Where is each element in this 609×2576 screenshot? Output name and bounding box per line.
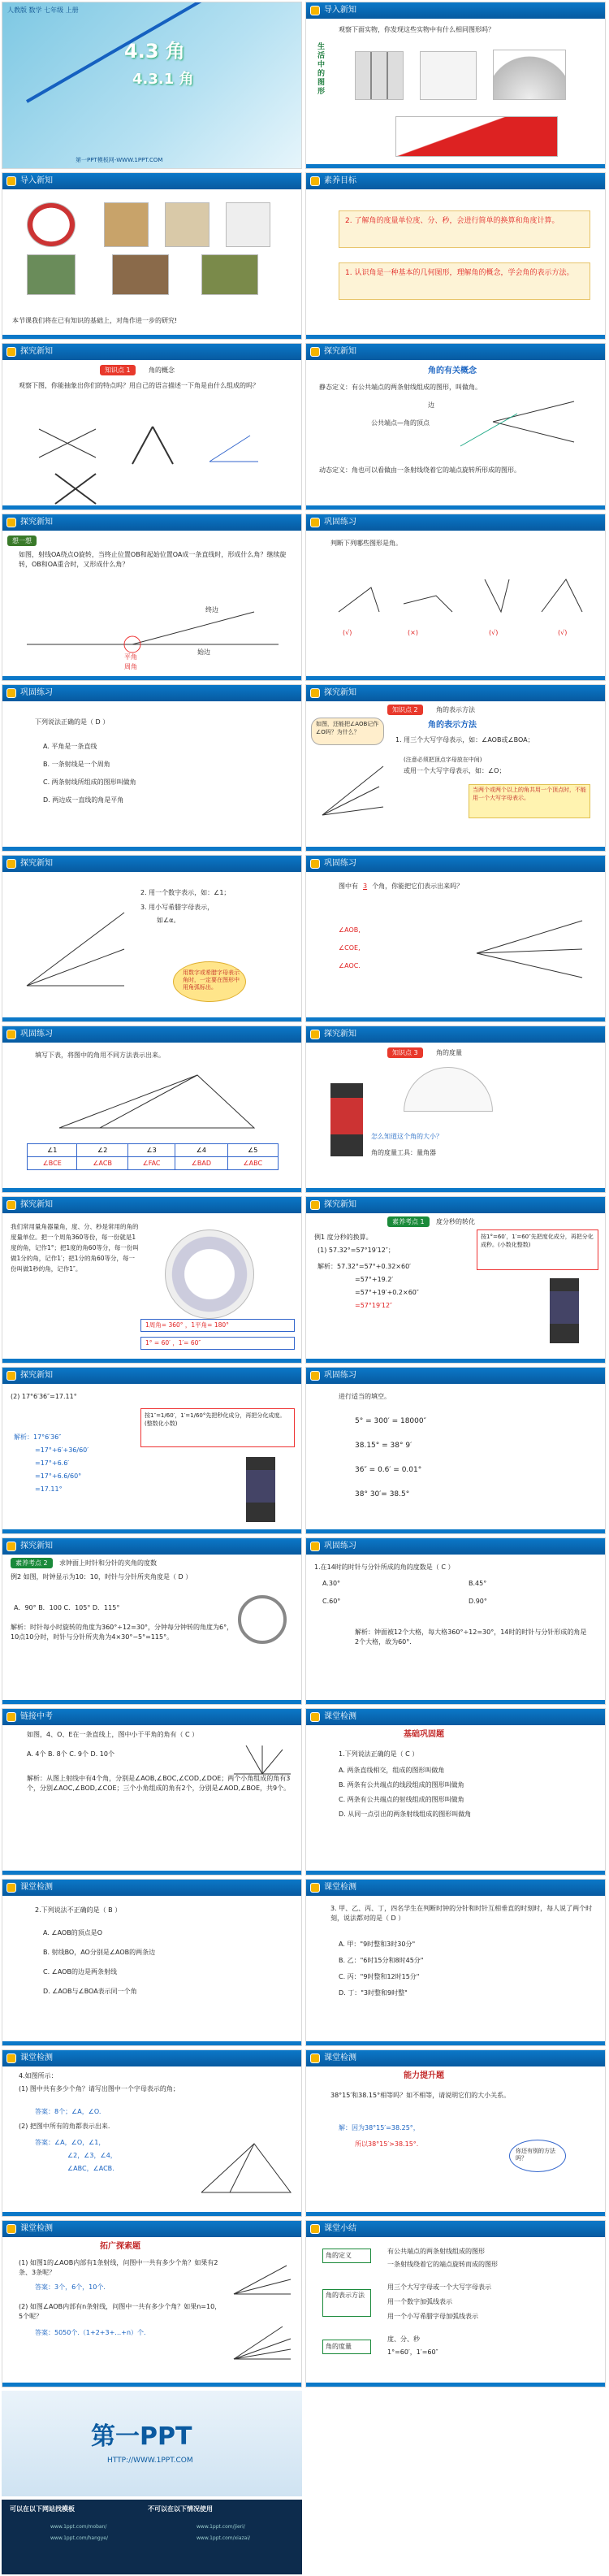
slide-header: 课堂检测 <box>306 2050 605 2066</box>
slide-intro-photos <box>2 172 302 340</box>
header-icon <box>6 1371 16 1381</box>
slide-header: 巩固练习 <box>306 856 605 872</box>
slide-goals <box>305 172 606 340</box>
header-icon <box>6 2053 16 2063</box>
three-angle-diagram <box>469 913 590 986</box>
example-question: (1) 57.32°=57°19′12″； <box>317 1247 395 1254</box>
section-title: 基础巩固题 <box>404 1730 444 1739</box>
extend-question-2: (2) 如图∠AOB内部有n条射线，问图中一共有多少个角？如果n=10，5个呢？ <box>19 2303 222 2320</box>
slide-footer-bar <box>306 2212 605 2216</box>
slide-header: 链接中考 <box>2 1709 301 1725</box>
slide-footer-bar <box>306 847 605 851</box>
round-angle-label: 周角 <box>124 663 137 670</box>
header-icon <box>310 1371 320 1381</box>
exam-options: A. 4个 B. 8个 C. 9个 D. 10个 <box>27 1750 114 1758</box>
angle-drawing <box>205 433 262 466</box>
answer-3: (√) <box>489 629 499 636</box>
footer-col-1-title: 可以在以下网站找模板 <box>10 2505 75 2513</box>
notation-warning: 当两个或两个以上的角共用一个顶点时，不能用一个大写字母表示。 <box>473 787 586 801</box>
blank-row-1: 5° = 300′ = 18000″ <box>355 1417 426 1425</box>
practice-solution: 解析：钟面被12个大格，每大格360°÷12=30°，14时的时针与分针形成的角是2个大格，故为60°. <box>355 1628 587 1646</box>
slide-header: 探究新知 <box>306 344 605 360</box>
option-c: C. ∠AOB的边是两条射线 <box>43 1968 117 1975</box>
angle-diagram <box>452 397 582 454</box>
topic-title: 求钟面上时针和分针的夹角的度数 <box>59 1559 157 1567</box>
check-question: 4.如图所示： <box>19 2072 58 2079</box>
compass-drawing <box>124 425 181 466</box>
check-question: 3. 甲、乙、丙、丁，四名学生在判断时钟的分针和时针互相垂直的时刻时，每人说了两个时刻，说法都对的是（ D ） <box>330 1905 593 1922</box>
extend-answer-2: 答案：5050个.（1+2+3+…+n）个. <box>35 2329 146 2336</box>
fan-image <box>493 50 566 100</box>
slide-count-angles <box>305 855 606 1022</box>
table-cell: ∠1 <box>28 1144 77 1157</box>
thought-bubble: 你还有别的方法吗？ <box>516 2148 555 2162</box>
answer-1: 答案：8个；∠A，∠O. <box>35 2108 102 2115</box>
header-icon <box>310 1030 320 1039</box>
topic-title: 角的表示方法 <box>436 706 475 713</box>
option-c: C. 两条有公共端点的射线组成的图形叫做角 <box>339 1796 464 1803</box>
slide-footer-bar <box>2 676 301 680</box>
units-text: 我们常用量角器量角，度、分、秒是常用的角的度量单位。把一个周角360等份，每一份就是1度的角，记作1°；把1度的角60等分，每一份叫做1分的角，记作1′；把1分的角60等分，每一份叫做1秒的角，记作1″。 <box>11 1223 139 1273</box>
slide-angle-definitions <box>305 343 606 510</box>
header-icon <box>310 859 320 869</box>
teacher-figure <box>550 1278 579 1343</box>
solution-line-3: =17°+6.6′ <box>35 1459 70 1467</box>
slide-footer-bar <box>306 1188 605 1192</box>
method-1-alt: 或用一个大写字母表示，如：∠O； <box>404 767 506 774</box>
slide-fill-blanks <box>305 1367 606 1534</box>
extend-question-1: (1) 如图1的∠AOB内部有1条射线，问图中一共有多少个角？如果有2条、3条呢？ <box>19 2259 218 2276</box>
slide-header: 导入新知 <box>306 2 605 19</box>
header-icon <box>6 518 16 527</box>
solution-line-1: 解析：17°6′36″ <box>14 1433 62 1441</box>
header-icon <box>310 518 320 527</box>
angle-answer-2: ∠COE, <box>339 944 361 952</box>
extend-answer-1: 答案：3个，6个，10个. <box>35 2283 106 2291</box>
option-d: D. 从同一点引出的两条射线组成的图形叫做角 <box>339 1811 472 1818</box>
header-icon <box>310 688 320 698</box>
table-cell: ∠4 <box>175 1144 227 1157</box>
slide-check-basic <box>305 1708 606 1876</box>
teacher-figure <box>330 1083 363 1156</box>
solution-line-5: =17.11° <box>35 1485 63 1493</box>
header-icon <box>6 688 16 698</box>
example-question: 例2 如图，时钟显示为10：10，时针与分针所夹角度是（ D ） <box>11 1573 192 1581</box>
slide-fill-table <box>2 1026 302 1193</box>
knowledge-badge: 知识点 2 <box>387 705 423 715</box>
exam-solution: 解析：从图上射线中有4个角，分别是∠AOB,∠BOC,∠COD,∠DOE；两个小角组成的角有3个，分别∠AOC,∠BOD,∠COE；三个小角组成的角有2个，分别是∠AOD,∠BOE，共9个。 <box>27 1775 291 1792</box>
slide-clock-practice <box>305 1537 606 1705</box>
formula-2: 1° = 60′ ，1′= 60″ <box>145 1339 201 1347</box>
brand-logo: 第一PPT <box>91 2422 192 2451</box>
slide-header: 探究新知 <box>306 685 605 701</box>
knowledge-badge: 知识点 3 <box>387 1047 423 1058</box>
notation-title: 角的表示方法 <box>428 721 477 730</box>
sub-question-2: (2) 把图中所有的角都表示出来. <box>19 2123 110 2130</box>
numbered-angle-diagram <box>19 904 132 994</box>
option-b: B. 射线BO，AO分别是∠AOB的两条边 <box>43 1949 156 1956</box>
summary-value-2c: 用一个小写希腊字母加弧线表示 <box>387 2313 478 2320</box>
ruler-photo <box>104 202 149 247</box>
table-cell: ∠BAD <box>175 1157 227 1170</box>
slide-footer-bar <box>306 676 605 680</box>
header-icon <box>6 1200 16 1210</box>
tower-photo <box>27 254 76 295</box>
section-title: 能力提升题 <box>404 2071 444 2080</box>
slide-footer-bar <box>2 2212 301 2216</box>
header-icon <box>310 2053 320 2063</box>
solution-line-2: =17°+6′+36/60′ <box>35 1446 89 1454</box>
slide-header: 探究新知 <box>2 1538 301 1555</box>
header-icon <box>6 2224 16 2234</box>
vertex-label: 公共端点—角的顶点 <box>371 419 430 427</box>
compass-photo <box>165 202 209 247</box>
rays-diagram <box>230 2262 295 2367</box>
slide-header: 探究新知 <box>2 514 301 531</box>
sub-question-1: (1) 图中共有多少个角？请写出图中一个字母表示的角； <box>19 2085 179 2092</box>
option-d: D.90° <box>469 1598 487 1605</box>
judge-question: 判断下列哪些图形是角。 <box>330 540 402 547</box>
option-a: A. 甲："9时整和3时30分" <box>339 1941 416 1948</box>
header-icon <box>6 859 16 869</box>
slide-summary <box>305 2220 606 2387</box>
blank-row-2: 38.15° = 38° 9′ <box>355 1442 412 1450</box>
teacher-figure <box>246 1457 275 1522</box>
slide-header: 课堂检测 <box>2 2050 301 2066</box>
slide-clock-example <box>2 1537 302 1705</box>
footer-col-2-title: 不可以在以下情况使用 <box>148 2505 213 2513</box>
answer-2: (×) <box>408 629 418 636</box>
table-question: 填写下表，将图中的角用不同方法表示出来。 <box>35 1052 165 1059</box>
angle-answer-1: ∠AOB, <box>339 926 361 934</box>
brand-banner <box>2 2391 302 2496</box>
topic-title: 度分秒的转化 <box>436 1218 475 1225</box>
notation-tip: 用数字或希腊字母表示角时，一定要在图形中用角弧标出。 <box>183 969 240 991</box>
lesson-subtitle: 4.3.1 角 <box>132 71 194 88</box>
slide-measure <box>305 1026 606 1193</box>
slide-footer-bar <box>306 505 605 510</box>
think-badge: 想一想 <box>7 536 37 546</box>
slide-footer-bar <box>2 1188 301 1192</box>
header-icon <box>310 347 320 357</box>
slide-footer-bar <box>2 1359 301 1363</box>
measure-tool: 角的度量工具：量角器 <box>371 1149 436 1156</box>
blank-row-4: 38° 30′= 38.5° <box>355 1490 410 1498</box>
scissors-photo <box>226 202 270 247</box>
intro-question: 观察下面实物，你发现这些实物中有什么相同图形吗？ <box>339 26 495 33</box>
solution-line-2: =57°+19.2′ <box>355 1276 394 1283</box>
slide-check-2 <box>2 1879 302 2046</box>
footer-link[interactable]: www.1ppt.com/xiazai/ <box>197 2535 251 2541</box>
option-a: A. ∠AOB的顶点是O <box>43 1929 103 1936</box>
slide-title <box>2 2 302 169</box>
footer-links-panel <box>2 2500 302 2574</box>
table-cell: ∠3 <box>127 1144 175 1157</box>
solution-line-4: =57°19′12″ <box>355 1302 393 1309</box>
slide-footer-bar <box>2 2383 301 2387</box>
slide-units <box>2 1196 302 1364</box>
slide-header: 巩固练习 <box>306 1538 605 1555</box>
table-cell: ∠2 <box>77 1144 127 1157</box>
solution-line-1: 解析：57.32°=57°+0.32×60′ <box>317 1263 411 1270</box>
slide-check-advanced <box>305 2049 606 2217</box>
clock-photo <box>27 202 76 247</box>
angle-shapes <box>330 571 590 620</box>
header-icon <box>310 176 320 186</box>
slide-footer-bar <box>306 2383 605 2387</box>
option-a: A.30° <box>322 1580 341 1587</box>
header-icon <box>6 347 16 357</box>
slide-header: 探究新知 <box>2 344 301 360</box>
table-cell: ∠ACB <box>77 1157 127 1170</box>
method-1: 1. 用三个大写字母表示，如：∠AOB或∠BOA； <box>395 736 534 744</box>
table-cell: ∠BCE <box>28 1157 77 1170</box>
slide-footer-bar <box>2 2041 301 2045</box>
skill-badge: 素养考点 2 <box>11 1558 53 1568</box>
slide-footer-bar <box>2 1700 301 1704</box>
solution-line-2: 所以38°15′>38.15°. <box>355 2140 419 2148</box>
slide-check-4 <box>2 2049 302 2217</box>
summary-key-1: 角的定义 <box>326 2252 352 2259</box>
exam-question: 如图，4、O、E在一条直线上，图中小于平角的角有（ C ） <box>27 1731 199 1738</box>
terminal-side-label: 终边 <box>205 606 218 614</box>
summary-value-2a: 用三个大写字母或一个大写字母表示 <box>387 2283 491 2291</box>
slide-footer-bar <box>2 1017 301 1021</box>
table-cell: ∠FAC <box>127 1157 175 1170</box>
house-photo <box>112 254 169 295</box>
slide-header: 课堂检测 <box>2 1880 301 1896</box>
goal-1: 1. 认识角是一种基本的几何图形，理解角的概念，学会角的表示方法。 <box>345 269 574 277</box>
vertical-label: 生活中的图形 <box>317 43 326 96</box>
site-label: 第一PPT模板网-WWW.1PPT.COM <box>76 157 163 163</box>
slide-notation <box>305 684 606 852</box>
measure-question: 怎么知道这个角的大小？ <box>371 1133 443 1140</box>
slide-header: 课堂检测 <box>306 1880 605 1896</box>
slide-choice-1 <box>2 684 302 852</box>
think-text: 如图，射线OA绕点O旋转，当终止位置OB和起始位置OA成一条直线时，形成什么角？继续旋转，OB和OA重合时，又形成什么角？ <box>19 551 287 568</box>
window-image <box>355 51 404 100</box>
option-b: B.45° <box>469 1580 487 1587</box>
header-icon <box>6 1030 16 1039</box>
skill-badge: 素养考点 1 <box>387 1216 430 1227</box>
option-d: D. 两边成一直线的角是平角 <box>43 796 124 804</box>
slide-footer-bar <box>306 1529 605 1533</box>
clock-image <box>238 1595 287 1644</box>
answer-1: (√) <box>343 629 352 636</box>
slide-header: 探究新知 <box>2 856 301 872</box>
slide-footer-bar <box>306 1359 605 1363</box>
summary-value-1b: 一条射线绕着它的端点旋转而成的图形 <box>387 2261 498 2268</box>
advanced-question: 38°15′和38.15°相等吗？如不相等，请说明它们的大小关系。 <box>330 2092 511 2099</box>
option-b: B. 两条有公共端点的线段组成的图形叫做角 <box>339 1781 464 1789</box>
summary-key-2: 角的表示方法 <box>326 2292 365 2299</box>
practice-question: 1.在14时的时针与分针所成的角的度数是（ C ） <box>314 1563 455 1571</box>
slide-footer-bar <box>306 1700 605 1704</box>
header-icon <box>310 1712 320 1722</box>
angle-answer-3: ∠AOC. <box>339 962 361 969</box>
header-icon <box>6 1542 16 1551</box>
example-question: (2) 17°6′36″=17.11° <box>11 1393 77 1400</box>
stool-drawing <box>51 470 100 506</box>
slide-check-extend <box>2 2220 302 2387</box>
header-icon <box>310 6 320 15</box>
slide-header: 导入新知 <box>2 173 301 189</box>
header-icon <box>310 2224 320 2234</box>
summary-value-3b: 1°=60′，1′=60″ <box>387 2348 438 2356</box>
slide-footer-bar <box>306 335 605 339</box>
slide-notation-2 <box>2 855 302 1022</box>
summary-value-1a: 有公共端点的两条射线组成的图形 <box>387 2248 485 2255</box>
goal-2: 2. 了解角的度量单位度、分、秒，会进行简单的换算和角度计算。 <box>345 217 559 225</box>
option-c: C.60° <box>322 1598 341 1605</box>
example-options: A．90° B．100 C．105° D．115° <box>14 1604 120 1611</box>
triangle-diagram <box>197 2140 295 2197</box>
solution-line-4: =17°+6.6/60° <box>35 1472 82 1480</box>
method-3-example: 如∠α。 <box>157 917 180 924</box>
option-b: B. 乙："6时15分和8时45分" <box>339 1957 424 1964</box>
option-a: A. 两条直线相交，组成的图形叫做角 <box>339 1767 445 1774</box>
summary-value-2b: 用一个数字加弧线表示 <box>387 2298 452 2305</box>
scissors-image <box>420 51 477 100</box>
conversion-tip: 按1°=60′，1′=60″先把度化成分，再把分化成秒。(小数化整数) <box>481 1234 594 1248</box>
slide-footer-bar <box>306 2041 605 2045</box>
slide-footer-bar <box>2 1871 301 1875</box>
slide-example-1 <box>305 1196 606 1364</box>
intro-caption: 本节课我们将在已有知识的基础上，对角作进一步的研究! <box>12 317 178 324</box>
slide-header: 探究新知 <box>2 1368 301 1384</box>
answer-4: (√) <box>558 629 568 636</box>
dynamic-definition: 动态定义：角也可以看做由一条射线绕着它的端点旋转所形成的图形。 <box>319 466 520 474</box>
slide-header: 巩固练习 <box>306 514 605 531</box>
footer-link[interactable]: www.1ppt.com/moban/ <box>50 2524 107 2530</box>
slide-header: 巩固练习 <box>306 1368 605 1384</box>
straight-angle-label: 平角 <box>124 653 137 661</box>
slide-footer-bar <box>2 335 301 339</box>
triangle-diagram <box>51 1067 262 1132</box>
slide-check-3 <box>305 1879 606 2046</box>
footer-link[interactable]: www.1ppt.com/jieri/ <box>197 2524 245 2530</box>
topic-title: 角的度量 <box>436 1049 462 1056</box>
slide-header: 课堂检测 <box>306 1709 605 1725</box>
option-c: C. 两条射线所组成的图形叫做角 <box>43 778 136 786</box>
slide-footer-bar <box>2 847 301 851</box>
answer-2-line-3: ∠ABC，∠ACB. <box>67 2165 114 2172</box>
formula-1: 1周角= 360° ，1平角= 180° <box>145 1321 229 1329</box>
solution-line-1: 解：因为38°15′=38.25°， <box>339 2124 420 2131</box>
rotation-diagram <box>19 604 287 669</box>
notation-diagram <box>314 758 387 823</box>
protractor-circle <box>165 1229 254 1319</box>
method-3: 3. 用小写希腊字母表示， <box>140 904 214 911</box>
header-icon <box>6 1883 16 1893</box>
slide-footer-bar <box>2 505 301 510</box>
slide-header: 课堂小结 <box>306 2221 605 2237</box>
table-cell: ∠5 <box>227 1144 278 1157</box>
count-q1: 图中有 <box>339 883 358 890</box>
concept-question: 观察下图，你能抽象出你们的特点吗？用自己的语言描述一下角是由什么组成的吗？ <box>19 382 259 389</box>
method-1-note: (注意必须把顶点字母放在中间) <box>404 757 482 763</box>
lesson-title: 4.3 角 <box>124 40 185 63</box>
brand-url: HTTP://WWW.1PPT.COM <box>107 2457 193 2465</box>
initial-side-label: 始边 <box>197 648 210 656</box>
deer-photo <box>201 254 258 295</box>
slide-concept <box>2 343 302 510</box>
option-d: D. 丁："3时整和9时整" <box>339 1989 408 1997</box>
slide-judge-angles <box>305 514 606 681</box>
option-c: C. 丙："9时整和12时15分" <box>339 1973 420 1980</box>
rooftop-image <box>395 116 558 157</box>
slide-footer-bar <box>306 1871 605 1875</box>
slide-header: 巩固练习 <box>2 685 301 701</box>
answer-2-line-2: ∠2，∠3，∠4， <box>67 2152 117 2159</box>
count-q2: 个角，你能把它们表示出来吗？ <box>372 883 464 890</box>
slide-header: 探究新知 <box>2 1197 301 1213</box>
header-icon <box>310 1200 320 1210</box>
publisher: 人教版 数学 七年级 上册 <box>7 7 79 14</box>
choice-question: 下列说法正确的是（ D ） <box>35 718 110 726</box>
answer-2-line-1: 答案：∠A，∠O，∠1， <box>35 2139 106 2146</box>
slide-header: 探究新知 <box>306 1197 605 1213</box>
solution-line-3: =57°+19′+0.2×60″ <box>355 1289 419 1296</box>
question-bubble: 如图，还能把∠AOB记作∠O吗？为什么？ <box>316 721 379 735</box>
section-title: 拓广探索题 <box>100 2242 140 2251</box>
table-cell: ∠ABC <box>227 1157 278 1170</box>
knowledge-badge: 知识点 1 <box>100 365 136 375</box>
slide-header: 探究新知 <box>306 1026 605 1043</box>
slide-footer-bar <box>306 164 605 168</box>
definitions-title: 角的有关概念 <box>428 366 477 375</box>
slide-think <box>2 514 302 681</box>
protractor-image <box>404 1067 493 1112</box>
angle-table <box>27 1143 279 1170</box>
blank-row-3: 36″ = 0.6′ = 0.01° <box>355 1466 422 1474</box>
slide-header: 素养目标 <box>306 173 605 189</box>
footer-link[interactable]: www.1ppt.com/hangye/ <box>50 2535 108 2541</box>
side-label: 边 <box>428 401 434 409</box>
check-question: 2.下列说法不正确的是（ B ） <box>35 1906 122 1914</box>
slide-footer-bar <box>306 1017 605 1021</box>
check-question: 1.下列说法正确的是（ C ） <box>339 1750 419 1758</box>
summary-value-3a: 度、分、秒 <box>387 2335 420 2343</box>
slide-header: 课堂检测 <box>2 2221 301 2237</box>
header-icon <box>310 1883 320 1893</box>
slide-footer-bar <box>2 1529 301 1533</box>
slide-intro-objects <box>305 2 606 169</box>
static-definition: 静态定义：有公共端点的两条射线组成的图形，叫做角。 <box>319 384 482 391</box>
header-icon <box>6 176 16 186</box>
option-d: D. ∠AOB与∠BOA表示同一个角 <box>43 1988 137 1995</box>
header-icon <box>6 1712 16 1722</box>
blanks-question: 进行适当的填空。 <box>339 1393 391 1400</box>
example-solution: 解析：时针每小时旋转的角度为360°÷12=30°，分钟每分钟转的角度为6°，10点10分时，时针与分针所夹角为4×30°−5°=115°。 <box>11 1624 234 1641</box>
method-2: 2. 用一个数字表示，如：∠1； <box>140 889 231 896</box>
scissors-drawing <box>35 425 100 462</box>
count-answer: 3 <box>363 883 368 890</box>
slide-header: 巩固练习 <box>2 1026 301 1043</box>
option-b: B. 一条射线是一个周角 <box>43 761 110 768</box>
example-title: 例1 度分秒的换算。 <box>314 1234 373 1241</box>
header-icon <box>310 1542 320 1551</box>
conversion-tip: 按1″=1/60′，1′=1/60°先把秒化成分，再把分化成度。(整数化小数) <box>145 1412 286 1427</box>
option-a: A. 平角是一条直线 <box>43 743 97 750</box>
slide-exam-link <box>2 1708 302 1876</box>
slide-example-2 <box>2 1367 302 1534</box>
topic-title: 角的概念 <box>149 366 175 374</box>
summary-key-3: 角的度量 <box>326 2343 352 2350</box>
